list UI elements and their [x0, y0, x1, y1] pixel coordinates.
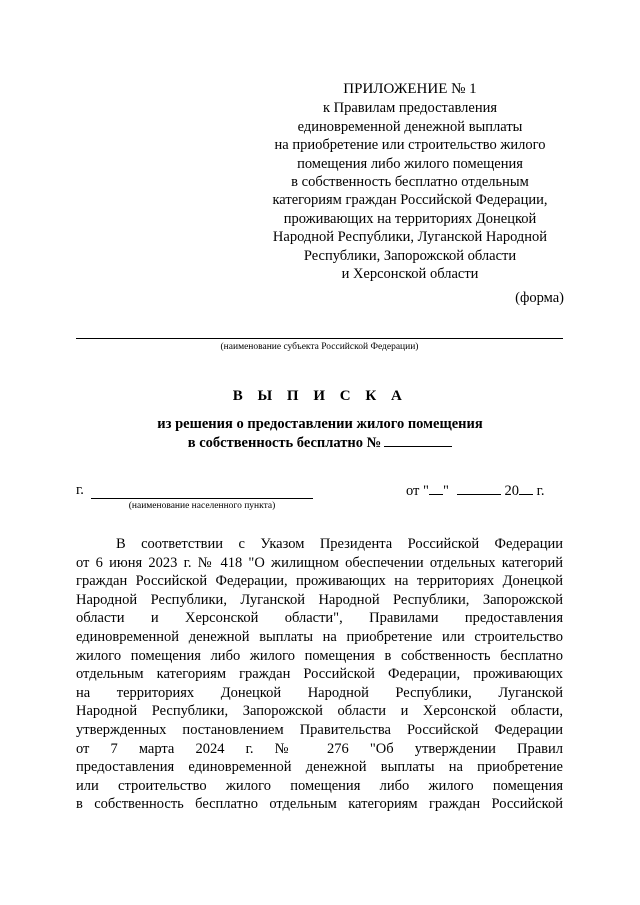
body-line: в собственность бесплатно отдельным категориям граждан Российской	[76, 796, 563, 813]
appendix-line: категориям граждан Российской Федерации,	[272, 192, 548, 209]
month-blank	[457, 482, 501, 495]
subtitle-line-2	[0, 434, 640, 453]
appendix-line: к Правилам предоставления	[322, 100, 498, 117]
date-field	[406, 482, 545, 500]
document-title: В Ы П И С К А	[232, 388, 408, 404]
body-line: предоставления единовременной денежной выплаты на приобретение	[76, 759, 563, 776]
year-prefix: 20	[504, 483, 519, 499]
appendix-line: в собственность бесплатно отдельным	[291, 174, 529, 191]
city-caption: (наименование населенного пункта)	[128, 501, 276, 511]
appendix-title: ПРИЛОЖЕНИЕ № 1	[343, 81, 477, 97]
body-line: Народной Республики, Запорожской области и Херсонской области,	[76, 703, 563, 720]
body-line: от 6 июня 2023 г. № 418 "О жилищном обеспечении отдельных категорий	[76, 554, 563, 571]
subtitle-line-2-text: в собственность бесплатно №	[187, 434, 382, 451]
body-line: единовременной денежной выплаты на приобретение или строительство	[76, 628, 563, 645]
appendix-line: Республики, Запорожской области	[303, 247, 517, 264]
date-from: от "	[406, 483, 429, 499]
subtitle-line-1: из решения о предоставлении жилого помещения	[157, 416, 483, 432]
body-line: утвержденных постановлением Правительства Российской Федерации	[76, 721, 563, 738]
subject-caption: (наименование субъекта Российской Федерации)	[220, 342, 419, 352]
city-name-line	[91, 498, 313, 499]
form-label: (форма)	[515, 290, 564, 306]
body-line: граждан Российской Федерации, проживающих на территориях Донецкой	[76, 573, 563, 590]
date-quote-close: "	[442, 483, 449, 499]
appendix-line: Народной Республики, Луганской Народной	[272, 229, 548, 246]
decision-number-blank	[384, 434, 452, 447]
body-line: области и Херсонской области", Правилами предоставления	[76, 610, 563, 627]
body-paragraph	[76, 535, 563, 814]
appendix-line: проживающих на территориях Донецкой	[283, 210, 537, 227]
body-line: от 7 марта 2024 г. № 276 "Об утверждении Правил	[76, 740, 563, 757]
appendix-line: и Херсонской области	[341, 266, 479, 283]
body-line: на территориях Донецкой Народной Республики, Луганской	[76, 684, 563, 701]
body-line: Народной Республики, Луганской Народной Республики, Запорожской	[76, 591, 563, 608]
body-line: В соответствии с Указом Президента Российской Федерации	[116, 536, 563, 552]
document-subtitle	[0, 415, 640, 452]
city-prefix: г.	[76, 482, 84, 498]
year-blank	[519, 482, 533, 495]
appendix-line: помещения либо жилого помещения	[297, 155, 523, 172]
day-blank	[429, 482, 443, 495]
subject-name-line	[76, 338, 563, 339]
appendix-header	[260, 80, 560, 283]
appendix-line: на приобретение или строительство жилого	[274, 137, 546, 154]
body-line: отдельным категориям граждан Российской Федерации, проживающих	[76, 666, 563, 683]
appendix-line: единовременной денежной выплаты	[297, 118, 523, 135]
body-line: или строительство жилого помещения либо жилого помещения	[76, 777, 563, 794]
year-suffix: г.	[536, 483, 545, 499]
body-line: жилого помещения либо жилого помещения в собственность бесплатно	[76, 647, 563, 664]
